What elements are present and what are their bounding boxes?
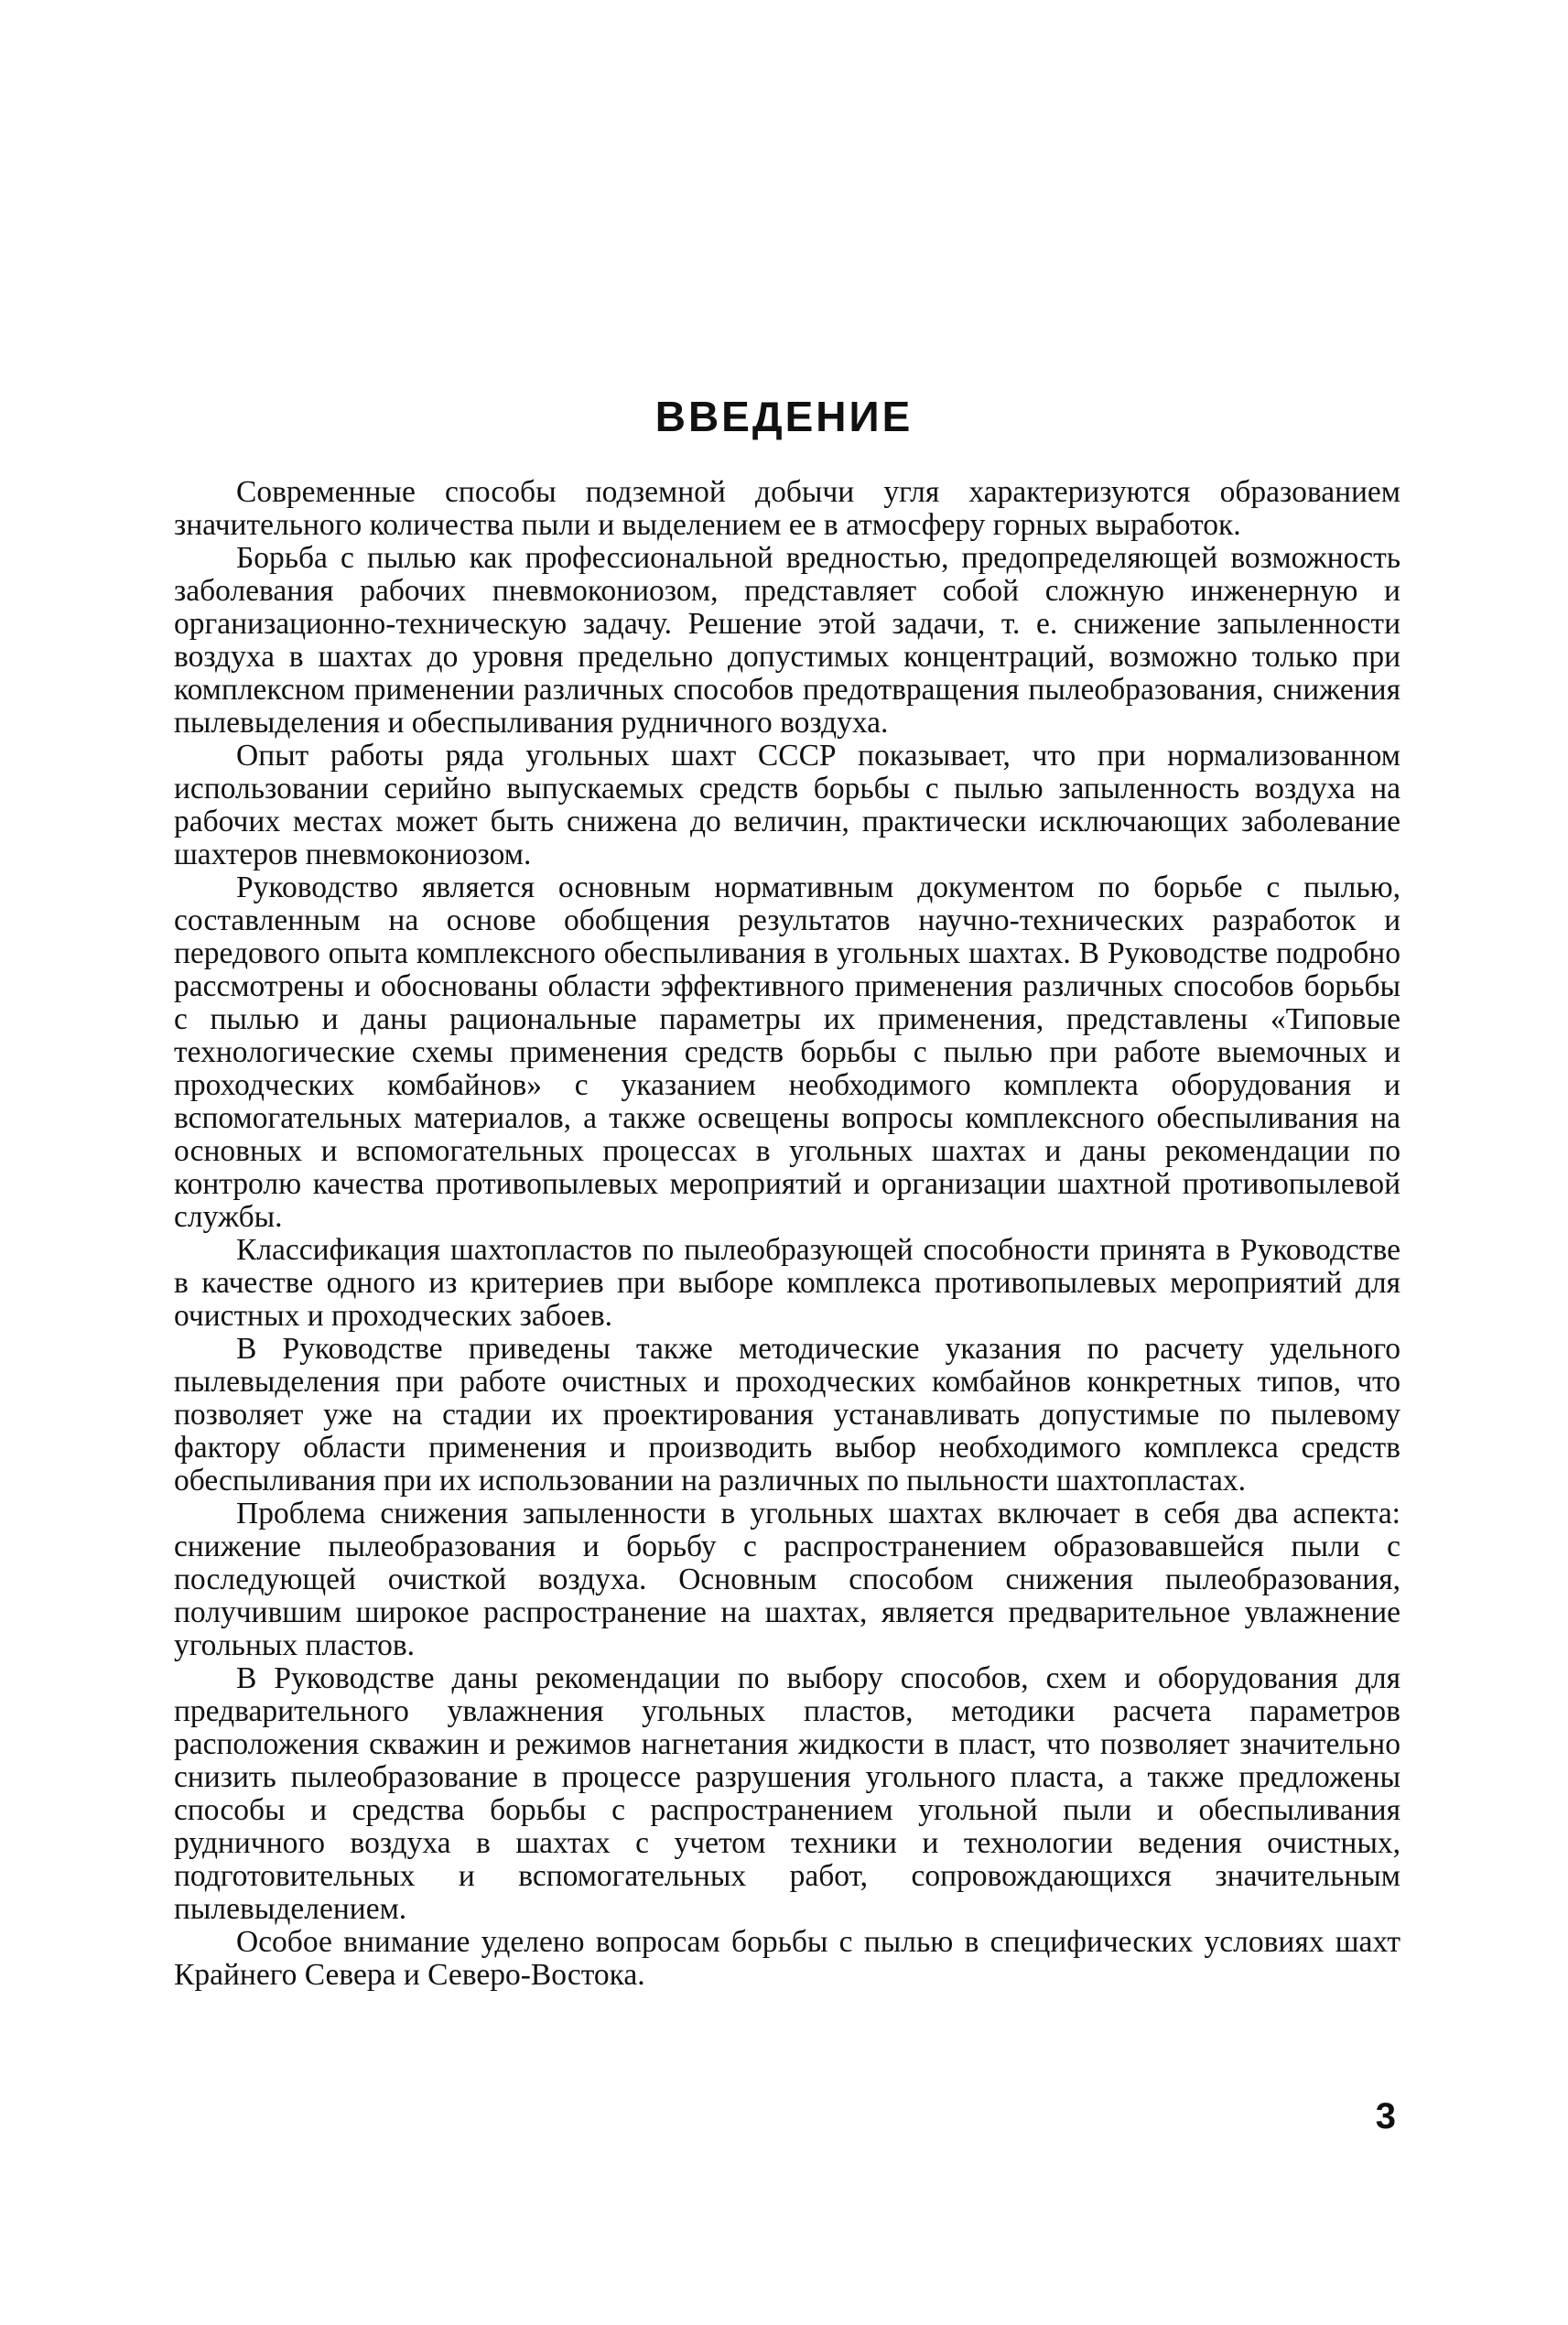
- paragraph: Особое внимание уделено вопросам борьбы с пылью в специфических условиях шахт Крайнего Севера и Северо-Востока.: [174, 1925, 1400, 1992]
- paragraph: Классификация шахтопластов по пылеобразующей способности принята в Руководстве в качестве одного из критериев при выборе комплекса противопылевых мероприятий для очистных и проходческих забоев.: [174, 1233, 1400, 1333]
- body-text: [174, 476, 1400, 1992]
- paragraph: Борьба с пылью как профессиональной вредностью, предопределяющей возможность заболевания рабочих пневмокониозом, представляет собой сложную инженерную и организационно-техническую задачу. Решение этой задачи, т. е. снижение запыленности воздуха в шахтах до уровня предельно допустимых концентраций, возможно только при комплексном применении различных способов предотвращения пылеобразования, снижения пылевыделения и обеспыливания рудничного воздуха.: [174, 541, 1400, 740]
- paragraph: Руководство является основным нормативным документом по борьбе с пылью, составленным на основе обобщения результатов научно-технических разработок и передового опыта комплексного обеспыливания в угольных шахтах. В Руководстве подробно рассмотрены и обоснованы области эффективного применения различных способов борьбы с пылью и даны рациональные параметры их применения, представлены «Типовые технологические схемы применения средств борьбы с пылью при работе выемочных и проходческих комбайнов» с указанием необходимого комплекта оборудования и вспомогательных материалов, а также освещены вопросы комплексного обеспыливания на основных и вспомогательных процессах в угольных шахтах и даны рекомендации по контролю качества противопылевых мероприятий и организации шахтной противопылевой службы.: [174, 871, 1400, 1234]
- paragraph: Современные способы подземной добычи угля характеризуются образованием значительного количества пыли и выделением ее в атмосферу горных выработок.: [174, 475, 1400, 542]
- page-number: 3: [1375, 2096, 1396, 2136]
- paragraph: В Руководстве приведены также методические указания по расчету удельного пылевыделения при работе очистных и проходческих комбайнов конкретных типов, что позволяет уже на стадии их проектирования устанавливать допустимые по пылевому фактору области применения и производить выбор необходимого комплекса средств обеспыливания при их использовании на различных по пыльности шахтопластах.: [174, 1332, 1400, 1498]
- paragraph: Опыт работы ряда угольных шахт СССР показывает, что при нормализованном использовании серийно выпускаемых средств борьбы с пылью запыленность воздуха на рабочих местах может быть снижена до величин, практически исключающих заболевание шахтеров пневмокониозом.: [174, 739, 1400, 871]
- paragraph: В Руководстве даны рекомендации по выбору способов, схем и оборудования для предварительного увлажнения угольных пластов, методики расчета параметров расположения скважин и режимов нагнетания жидкости в пласт, что позволяет значительно снизить пылеобразование в процессе разрушения угольного пласта, а также предложены способы и средства борьбы с распространением угольной пыли и обеспыливания рудничного воздуха в шахтах с учетом техники и технологии ведения очистных, подготовительных и вспомогательных работ, сопровождающихся значительным пылевыделением.: [174, 1661, 1400, 1926]
- page-title: ВВЕДЕНИЕ: [654, 393, 914, 440]
- paragraph: Проблема снижения запыленности в угольных шахтах включает в себя два аспекта: снижение пылеобразования и борьбу с распространением образовавшейся пыли с последующей очисткой воздуха. Основным способом снижения пылеобразования, получившим широкое распространение на шахтах, является предварительное увлажнение угольных пластов.: [174, 1497, 1400, 1662]
